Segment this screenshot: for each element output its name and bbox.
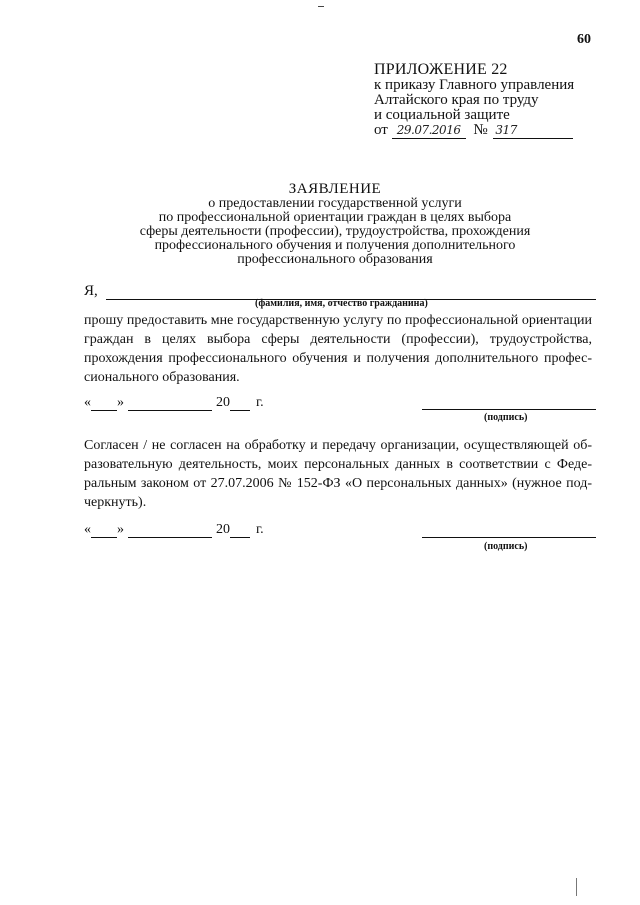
date-row-1 [84, 395, 264, 411]
heading-line-5: профессионального образования [237, 252, 433, 267]
day-field[interactable] [91, 396, 117, 411]
heading-line-4: профессионального обучения и получения дополнительного [154, 238, 516, 253]
applicant-caption: (фамилия, имя, отчество гражданина) [255, 298, 428, 309]
appendix-line-3: и социальной защите [374, 107, 510, 123]
appendix-line-2: Алтайского края по труду [374, 92, 539, 108]
applicant-prefix: Я, [84, 283, 98, 299]
handwritten-date: 29.07.2016 [396, 123, 461, 137]
year-field[interactable] [230, 523, 250, 538]
date-prefix: от [374, 122, 388, 138]
consent-paragraph: Согласен / не согласен на обработку и передачу организации, осуществляющей образовательную деятельность, моих персональных данных в соответствии с Федеральным законом от 27.07.2006 № 152-ФЗ «О персональных данных» (нужное подчеркнуть). [84, 438, 592, 510]
scan-mark [576, 878, 577, 896]
number-field [493, 123, 573, 139]
appendix-date-row [374, 123, 574, 139]
request-paragraph: прошу предоставить мне государственную услугу по профессиональной ориентации граждан в целях выбора сферы деятельности (профессии), трудоустройства, прохождения профессионального обучения и получения дополнительного профессионального образования. [84, 313, 592, 385]
heading-line-1: о предоставлении государственной услуги [208, 196, 462, 211]
appendix-block [374, 62, 574, 139]
day-field[interactable] [91, 523, 117, 538]
signature-caption-1: (подпись) [484, 412, 528, 423]
year-suffix: г. [256, 522, 264, 537]
signature-line-1[interactable] [422, 409, 596, 410]
number-prefix: № [473, 122, 488, 138]
date-field [392, 123, 466, 139]
open-quote: « [84, 395, 91, 410]
signature-line-2[interactable] [422, 537, 596, 538]
close-quote: » [117, 522, 124, 537]
month-field[interactable] [128, 523, 212, 538]
appendix-line-1: к приказу Главного управления [374, 77, 575, 93]
scan-mark [318, 6, 324, 7]
month-field[interactable] [128, 396, 212, 411]
year-prefix: 20 [216, 395, 230, 410]
date-row-2 [84, 522, 264, 538]
heading-line-2: по профессиональной ориентации граждан в целях выбора [158, 210, 512, 225]
statement-title: ЗАЯВЛЕНИЕ [288, 181, 382, 197]
heading-line-3: сферы деятельности (профессии), трудоустройства, прохождения [139, 224, 531, 239]
close-quote: » [117, 395, 124, 410]
open-quote: « [84, 522, 91, 537]
year-field[interactable] [230, 396, 250, 411]
appendix-title: ПРИЛОЖЕНИЕ 22 [374, 61, 508, 78]
statement-heading [110, 182, 560, 267]
signature-caption-2: (подпись) [484, 541, 528, 552]
year-prefix: 20 [216, 522, 230, 537]
handwritten-number: 317 [495, 123, 517, 137]
year-suffix: г. [256, 395, 264, 410]
page-number: 60 [577, 32, 591, 47]
